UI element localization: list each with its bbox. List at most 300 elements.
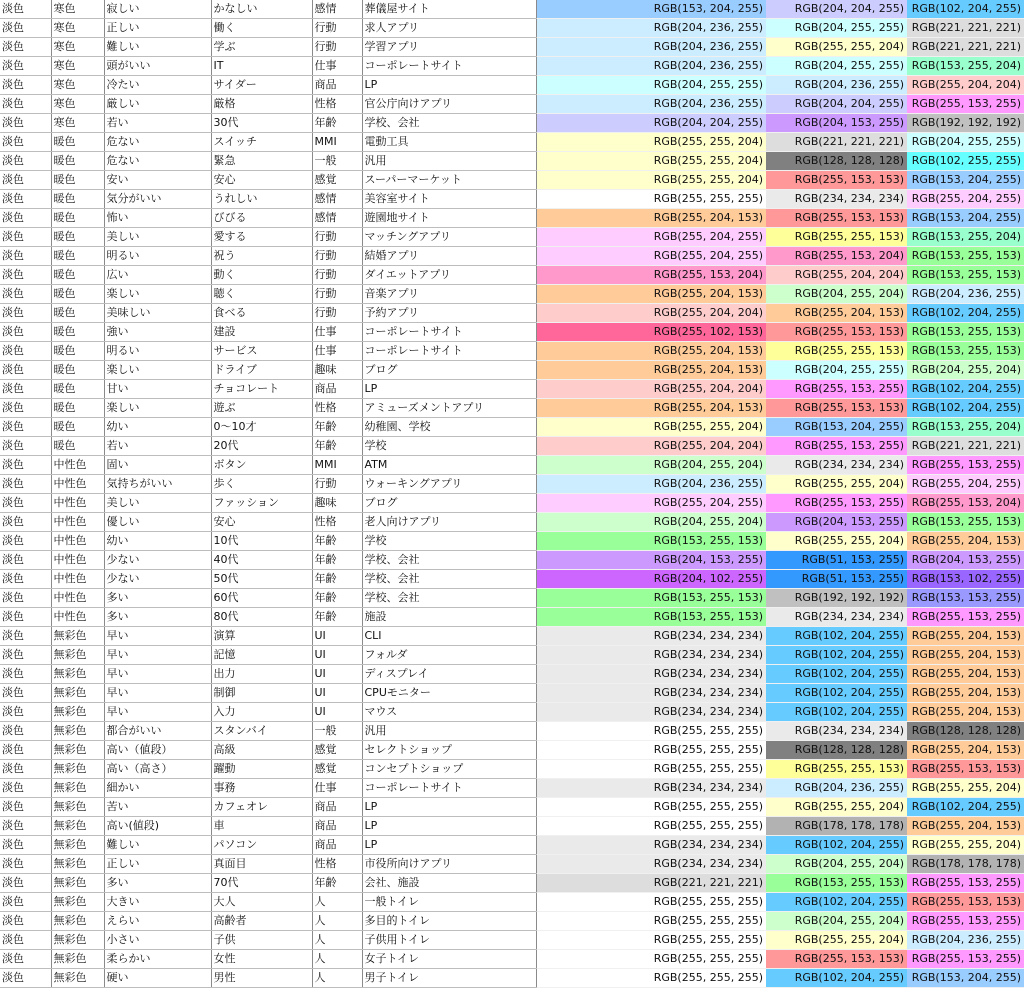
- color-swatch-cell: RGB(255, 204, 153): [907, 532, 1024, 551]
- table-cell: 躍動: [211, 760, 312, 779]
- table-cell: 淡色: [0, 361, 51, 380]
- color-swatch-cell: RGB(255, 153, 204): [907, 494, 1024, 513]
- color-swatch-cell: RGB(255, 153, 255): [907, 456, 1024, 475]
- table-cell: 淡色: [0, 0, 51, 19]
- color-swatch-cell: RGB(234, 234, 234): [536, 779, 766, 798]
- color-swatch-cell: RGB(204, 153, 255): [907, 551, 1024, 570]
- color-swatch-cell: RGB(255, 255, 204): [766, 931, 907, 950]
- color-swatch-cell: RGB(102, 204, 255): [907, 399, 1024, 418]
- table-cell: LP: [362, 76, 536, 95]
- table-row: [0, 266, 1024, 285]
- table-cell: 若い: [104, 437, 211, 456]
- table-row: [0, 627, 1024, 646]
- table-row: [0, 874, 1024, 893]
- color-swatch-cell: RGB(255, 153, 204): [766, 247, 907, 266]
- table-row: [0, 513, 1024, 532]
- table-cell: 暖色: [51, 228, 104, 247]
- table-cell: 寒色: [51, 38, 104, 57]
- color-swatch-cell: RGB(255, 204, 255): [907, 475, 1024, 494]
- table-cell: 出力: [211, 665, 312, 684]
- table-cell: 都合がいい: [104, 722, 211, 741]
- table-cell: 70代: [211, 874, 312, 893]
- table-cell: 商品: [312, 798, 362, 817]
- color-swatch-cell: RGB(204, 255, 204): [766, 912, 907, 931]
- table-cell: 仕事: [312, 342, 362, 361]
- table-cell: 人: [312, 969, 362, 988]
- table-cell: 中性色: [51, 551, 104, 570]
- table-cell: 優しい: [104, 513, 211, 532]
- table-cell: 無彩色: [51, 741, 104, 760]
- table-row: [0, 665, 1024, 684]
- table-cell: 寒色: [51, 0, 104, 19]
- color-swatch-cell: RGB(204, 236, 255): [766, 779, 907, 798]
- table-cell: 子供用トイレ: [362, 931, 536, 950]
- table-cell: 暖色: [51, 323, 104, 342]
- table-cell: 暖色: [51, 133, 104, 152]
- table-cell: 淡色: [0, 304, 51, 323]
- table-cell: 趣味: [312, 494, 362, 513]
- table-cell: 楽しい: [104, 361, 211, 380]
- color-swatch-cell: RGB(234, 234, 234): [536, 646, 766, 665]
- color-swatch-cell: RGB(255, 204, 204): [907, 76, 1024, 95]
- table-cell: 車: [211, 817, 312, 836]
- table-cell: 男性: [211, 969, 312, 988]
- color-swatch-cell: RGB(255, 255, 255): [536, 741, 766, 760]
- color-swatch-cell: RGB(255, 153, 204): [536, 266, 766, 285]
- table-cell: 高い（高さ）: [104, 760, 211, 779]
- table-cell: 正しい: [104, 19, 211, 38]
- color-swatch-cell: RGB(255, 255, 204): [536, 133, 766, 152]
- color-swatch-cell: RGB(255, 204, 255): [907, 190, 1024, 209]
- color-swatch-cell: RGB(255, 153, 153): [907, 760, 1024, 779]
- table-cell: 50代: [211, 570, 312, 589]
- color-swatch-cell: RGB(204, 255, 204): [536, 456, 766, 475]
- color-swatch-cell: RGB(255, 204, 255): [536, 228, 766, 247]
- table-row: [0, 494, 1024, 513]
- table-row: [0, 0, 1024, 19]
- color-swatch-cell: RGB(255, 204, 153): [907, 741, 1024, 760]
- table-cell: 学ぶ: [211, 38, 312, 57]
- table-cell: 気分がいい: [104, 190, 211, 209]
- color-swatch-cell: RGB(234, 234, 234): [766, 456, 907, 475]
- color-swatch-cell: RGB(255, 255, 255): [536, 722, 766, 741]
- table-cell: 中性色: [51, 494, 104, 513]
- table-cell: 暖色: [51, 190, 104, 209]
- color-swatch-cell: RGB(255, 153, 153): [766, 399, 907, 418]
- color-swatch-cell: RGB(102, 255, 255): [907, 152, 1024, 171]
- table-cell: 遊園地サイト: [362, 209, 536, 228]
- table-cell: 淡色: [0, 551, 51, 570]
- table-cell: 無彩色: [51, 703, 104, 722]
- color-swatch-cell: RGB(234, 234, 234): [536, 627, 766, 646]
- color-swatch-cell: RGB(204, 255, 204): [907, 361, 1024, 380]
- table-cell: 寒色: [51, 76, 104, 95]
- table-cell: サイダー: [211, 76, 312, 95]
- table-cell: 多目的トイレ: [362, 912, 536, 931]
- table-cell: スイッチ: [211, 133, 312, 152]
- table-cell: 早い: [104, 703, 211, 722]
- color-swatch-cell: RGB(153, 255, 153): [907, 247, 1024, 266]
- table-cell: 冷たい: [104, 76, 211, 95]
- table-cell: 40代: [211, 551, 312, 570]
- color-swatch-cell: RGB(204, 236, 255): [536, 19, 766, 38]
- table-row: [0, 95, 1024, 114]
- table-cell: 年齢: [312, 418, 362, 437]
- table-cell: 子供: [211, 931, 312, 950]
- color-swatch-cell: RGB(255, 204, 153): [907, 646, 1024, 665]
- table-cell: 無彩色: [51, 760, 104, 779]
- table-cell: 広い: [104, 266, 211, 285]
- table-cell: 楽しい: [104, 399, 211, 418]
- table-row: [0, 304, 1024, 323]
- table-cell: 歩く: [211, 475, 312, 494]
- table-cell: 性格: [312, 855, 362, 874]
- table-cell: 電動工具: [362, 133, 536, 152]
- color-swatch-cell: RGB(204, 153, 255): [766, 114, 907, 133]
- table-cell: 美しい: [104, 228, 211, 247]
- table-cell: 淡色: [0, 912, 51, 931]
- color-swatch-cell: RGB(153, 255, 153): [907, 323, 1024, 342]
- table-row: [0, 228, 1024, 247]
- color-swatch-cell: RGB(255, 204, 153): [907, 627, 1024, 646]
- color-swatch-cell: RGB(255, 255, 153): [766, 228, 907, 247]
- color-swatch-cell: RGB(255, 204, 153): [536, 209, 766, 228]
- table-cell: 記憶: [211, 646, 312, 665]
- table-cell: 行動: [312, 247, 362, 266]
- color-swatch-cell: RGB(234, 234, 234): [536, 855, 766, 874]
- color-swatch-cell: RGB(204, 255, 204): [766, 285, 907, 304]
- table-cell: 美容室サイト: [362, 190, 536, 209]
- table-row: [0, 323, 1024, 342]
- table-cell: 暖色: [51, 418, 104, 437]
- table-row: [0, 76, 1024, 95]
- color-swatch-cell: RGB(204, 236, 255): [536, 95, 766, 114]
- table-cell: 男子トイレ: [362, 969, 536, 988]
- color-swatch-cell: RGB(204, 255, 255): [766, 19, 907, 38]
- color-swatch-cell: RGB(255, 204, 153): [536, 361, 766, 380]
- table-cell: IT: [211, 57, 312, 76]
- table-cell: 淡色: [0, 741, 51, 760]
- color-swatch-cell: RGB(102, 204, 255): [766, 665, 907, 684]
- table-cell: 正しい: [104, 855, 211, 874]
- table-cell: 甘い: [104, 380, 211, 399]
- table-cell: 明るい: [104, 247, 211, 266]
- table-cell: 無彩色: [51, 722, 104, 741]
- table-cell: 寒色: [51, 95, 104, 114]
- table-cell: 難しい: [104, 38, 211, 57]
- table-row: [0, 418, 1024, 437]
- table-cell: LP: [362, 380, 536, 399]
- color-swatch-cell: RGB(153, 255, 153): [536, 532, 766, 551]
- table-row: [0, 798, 1024, 817]
- table-cell: 年齢: [312, 551, 362, 570]
- color-swatch-cell: RGB(204, 255, 204): [766, 855, 907, 874]
- table-cell: 淡色: [0, 627, 51, 646]
- table-cell: 若い: [104, 114, 211, 133]
- color-swatch-cell: RGB(102, 204, 255): [766, 969, 907, 988]
- table-cell: 淡色: [0, 456, 51, 475]
- table-cell: 老人向けアプリ: [362, 513, 536, 532]
- table-cell: チョコレート: [211, 380, 312, 399]
- color-swatch-cell: RGB(128, 128, 128): [907, 722, 1024, 741]
- table-row: [0, 912, 1024, 931]
- color-swatch-cell: RGB(153, 204, 255): [536, 0, 766, 19]
- table-cell: ATM: [362, 456, 536, 475]
- table-cell: 寒色: [51, 57, 104, 76]
- color-swatch-cell: RGB(255, 204, 204): [536, 304, 766, 323]
- table-cell: 無彩色: [51, 684, 104, 703]
- table-cell: 淡色: [0, 342, 51, 361]
- color-swatch-cell: RGB(255, 255, 255): [536, 969, 766, 988]
- color-swatch-cell: RGB(255, 204, 153): [536, 285, 766, 304]
- table-row: [0, 608, 1024, 627]
- table-row: [0, 456, 1024, 475]
- table-cell: 美味しい: [104, 304, 211, 323]
- table-cell: 音楽アプリ: [362, 285, 536, 304]
- table-cell: 淡色: [0, 608, 51, 627]
- table-cell: 厳格: [211, 95, 312, 114]
- table-cell: 20代: [211, 437, 312, 456]
- table-cell: 淡色: [0, 570, 51, 589]
- table-cell: 多い: [104, 589, 211, 608]
- table-cell: アミューズメントアプリ: [362, 399, 536, 418]
- color-swatch-cell: RGB(255, 255, 204): [766, 38, 907, 57]
- table-cell: 寂しい: [104, 0, 211, 19]
- table-cell: 商品: [312, 76, 362, 95]
- table-cell: 無彩色: [51, 855, 104, 874]
- color-swatch-cell: RGB(255, 204, 153): [536, 342, 766, 361]
- color-swatch-cell: RGB(128, 128, 128): [766, 741, 907, 760]
- color-swatch-cell: RGB(204, 102, 255): [536, 570, 766, 589]
- table-row: [0, 190, 1024, 209]
- table-cell: コーポレートサイト: [362, 779, 536, 798]
- table-cell: UI: [312, 703, 362, 722]
- color-swatch-cell: RGB(102, 204, 255): [766, 646, 907, 665]
- table-cell: 淡色: [0, 760, 51, 779]
- color-swatch-cell: RGB(204, 255, 204): [536, 513, 766, 532]
- table-cell: 暖色: [51, 171, 104, 190]
- table-cell: 淡色: [0, 95, 51, 114]
- color-swatch-cell: RGB(255, 153, 153): [766, 950, 907, 969]
- color-swatch-cell: RGB(234, 234, 234): [766, 722, 907, 741]
- table-cell: 淡色: [0, 855, 51, 874]
- table-cell: 学校、会社: [362, 570, 536, 589]
- table-cell: 無彩色: [51, 817, 104, 836]
- color-swatch-cell: RGB(255, 255, 204): [766, 798, 907, 817]
- table-row: [0, 950, 1024, 969]
- table-row: [0, 646, 1024, 665]
- table-cell: 淡色: [0, 323, 51, 342]
- table-cell: 中性色: [51, 475, 104, 494]
- color-swatch-cell: RGB(255, 255, 204): [907, 779, 1024, 798]
- color-swatch-cell: RGB(255, 255, 255): [536, 817, 766, 836]
- table-cell: 少ない: [104, 551, 211, 570]
- color-swatch-cell: RGB(153, 255, 204): [907, 228, 1024, 247]
- color-swatch-cell: RGB(204, 236, 255): [536, 475, 766, 494]
- table-cell: 美しい: [104, 494, 211, 513]
- color-swatch-cell: RGB(255, 255, 255): [536, 912, 766, 931]
- table-cell: 高齢者: [211, 912, 312, 931]
- table-cell: 暖色: [51, 209, 104, 228]
- table-cell: 中性色: [51, 608, 104, 627]
- table-cell: 硬い: [104, 969, 211, 988]
- table-cell: 官公庁向けアプリ: [362, 95, 536, 114]
- table-cell: 商品: [312, 836, 362, 855]
- table-cell: 淡色: [0, 228, 51, 247]
- table-cell: 女子トイレ: [362, 950, 536, 969]
- table-cell: 無彩色: [51, 893, 104, 912]
- table-cell: UI: [312, 627, 362, 646]
- table-cell: 汎用: [362, 152, 536, 171]
- color-swatch-cell: RGB(153, 255, 153): [536, 608, 766, 627]
- table-row: [0, 285, 1024, 304]
- table-cell: 求人アプリ: [362, 19, 536, 38]
- table-cell: 予約アプリ: [362, 304, 536, 323]
- table-cell: 暖色: [51, 342, 104, 361]
- color-swatch-cell: RGB(255, 255, 255): [536, 760, 766, 779]
- color-swatch-cell: RGB(192, 192, 192): [766, 589, 907, 608]
- table-cell: セレクトショップ: [362, 741, 536, 760]
- table-cell: ディスプレイ: [362, 665, 536, 684]
- table-cell: 少ない: [104, 570, 211, 589]
- table-cell: 苦い: [104, 798, 211, 817]
- table-cell: 商品: [312, 380, 362, 399]
- table-cell: CPUモニター: [362, 684, 536, 703]
- table-cell: 淡色: [0, 209, 51, 228]
- color-swatch-cell: RGB(255, 255, 255): [536, 893, 766, 912]
- table-row: [0, 133, 1024, 152]
- table-row: [0, 703, 1024, 722]
- table-row: [0, 722, 1024, 741]
- table-cell: びびる: [211, 209, 312, 228]
- color-swatch-cell: RGB(204, 236, 255): [536, 38, 766, 57]
- table-cell: 中性色: [51, 513, 104, 532]
- table-cell: 淡色: [0, 285, 51, 304]
- table-cell: 淡色: [0, 646, 51, 665]
- color-swatch-cell: RGB(128, 128, 128): [766, 152, 907, 171]
- color-swatch-cell: RGB(204, 255, 255): [907, 133, 1024, 152]
- color-swatch-cell: RGB(255, 153, 255): [766, 380, 907, 399]
- table-cell: 性格: [312, 95, 362, 114]
- table-cell: 淡色: [0, 266, 51, 285]
- color-swatch-cell: RGB(221, 221, 221): [907, 437, 1024, 456]
- color-swatch-cell: RGB(234, 234, 234): [766, 608, 907, 627]
- table-cell: 建設: [211, 323, 312, 342]
- table-cell: 性格: [312, 399, 362, 418]
- table-cell: 行動: [312, 304, 362, 323]
- table-cell: 中性色: [51, 456, 104, 475]
- table-cell: 暖色: [51, 380, 104, 399]
- table-cell: 淡色: [0, 969, 51, 988]
- color-swatch-cell: RGB(255, 204, 153): [907, 703, 1024, 722]
- table-cell: 早い: [104, 646, 211, 665]
- color-swatch-cell: RGB(255, 153, 255): [907, 874, 1024, 893]
- table-row: [0, 361, 1024, 380]
- table-row: [0, 893, 1024, 912]
- color-swatch-cell: RGB(255, 255, 255): [536, 190, 766, 209]
- table-cell: 入力: [211, 703, 312, 722]
- table-cell: 安心: [211, 513, 312, 532]
- table-cell: 60代: [211, 589, 312, 608]
- table-cell: 淡色: [0, 247, 51, 266]
- table-cell: UI: [312, 646, 362, 665]
- table-cell: 淡色: [0, 665, 51, 684]
- table-cell: 固い: [104, 456, 211, 475]
- color-swatch-cell: RGB(255, 204, 153): [907, 817, 1024, 836]
- table-cell: 性格: [312, 513, 362, 532]
- color-swatch-cell: RGB(255, 255, 153): [766, 342, 907, 361]
- table-cell: ブログ: [362, 361, 536, 380]
- color-swatch-cell: RGB(153, 255, 204): [907, 57, 1024, 76]
- table-cell: 厳しい: [104, 95, 211, 114]
- table-cell: 学校、会社: [362, 589, 536, 608]
- table-cell: 淡色: [0, 114, 51, 133]
- table-cell: 中性色: [51, 570, 104, 589]
- table-row: [0, 570, 1024, 589]
- table-cell: 感覚: [312, 741, 362, 760]
- table-cell: 行動: [312, 228, 362, 247]
- table-cell: ドライブ: [211, 361, 312, 380]
- color-swatch-cell: RGB(204, 204, 255): [536, 114, 766, 133]
- table-cell: 施設: [362, 608, 536, 627]
- color-swatch-cell: RGB(234, 234, 234): [536, 665, 766, 684]
- table-row: [0, 437, 1024, 456]
- table-cell: 仕事: [312, 57, 362, 76]
- table-cell: 細かい: [104, 779, 211, 798]
- table-cell: マウス: [362, 703, 536, 722]
- table-cell: パソコン: [211, 836, 312, 855]
- table-cell: 淡色: [0, 589, 51, 608]
- table-row: [0, 19, 1024, 38]
- color-swatch-cell: RGB(255, 204, 153): [907, 665, 1024, 684]
- table-cell: 無彩色: [51, 627, 104, 646]
- table-row: [0, 684, 1024, 703]
- table-cell: 女性: [211, 950, 312, 969]
- table-cell: 商品: [312, 817, 362, 836]
- table-cell: 汎用: [362, 722, 536, 741]
- table-cell: 無彩色: [51, 798, 104, 817]
- table-cell: 緊急: [211, 152, 312, 171]
- table-cell: 淡色: [0, 475, 51, 494]
- table-cell: サービス: [211, 342, 312, 361]
- color-swatch-cell: RGB(255, 255, 204): [536, 171, 766, 190]
- table-cell: 無彩色: [51, 874, 104, 893]
- table-cell: えらい: [104, 912, 211, 931]
- color-swatch-cell: RGB(153, 255, 153): [907, 266, 1024, 285]
- color-swatch-cell: RGB(192, 192, 192): [907, 114, 1024, 133]
- table-cell: 淡色: [0, 684, 51, 703]
- table-cell: 会社、施設: [362, 874, 536, 893]
- table-cell: UI: [312, 665, 362, 684]
- color-swatch-cell: RGB(255, 153, 255): [907, 95, 1024, 114]
- table-row: [0, 741, 1024, 760]
- table-cell: ダイエットアプリ: [362, 266, 536, 285]
- table-cell: 難しい: [104, 836, 211, 855]
- table-cell: 淡色: [0, 893, 51, 912]
- table-cell: コーポレートサイト: [362, 323, 536, 342]
- table-cell: 淡色: [0, 513, 51, 532]
- table-cell: かなしい: [211, 0, 312, 19]
- table-cell: 一般: [312, 722, 362, 741]
- table-cell: 中性色: [51, 532, 104, 551]
- color-swatch-cell: RGB(221, 221, 221): [766, 133, 907, 152]
- table-cell: 無彩色: [51, 950, 104, 969]
- table-cell: 行動: [312, 285, 362, 304]
- table-cell: 高級: [211, 741, 312, 760]
- table-cell: 多い: [104, 608, 211, 627]
- color-swatch-cell: RGB(204, 236, 255): [536, 57, 766, 76]
- table-cell: 一般トイレ: [362, 893, 536, 912]
